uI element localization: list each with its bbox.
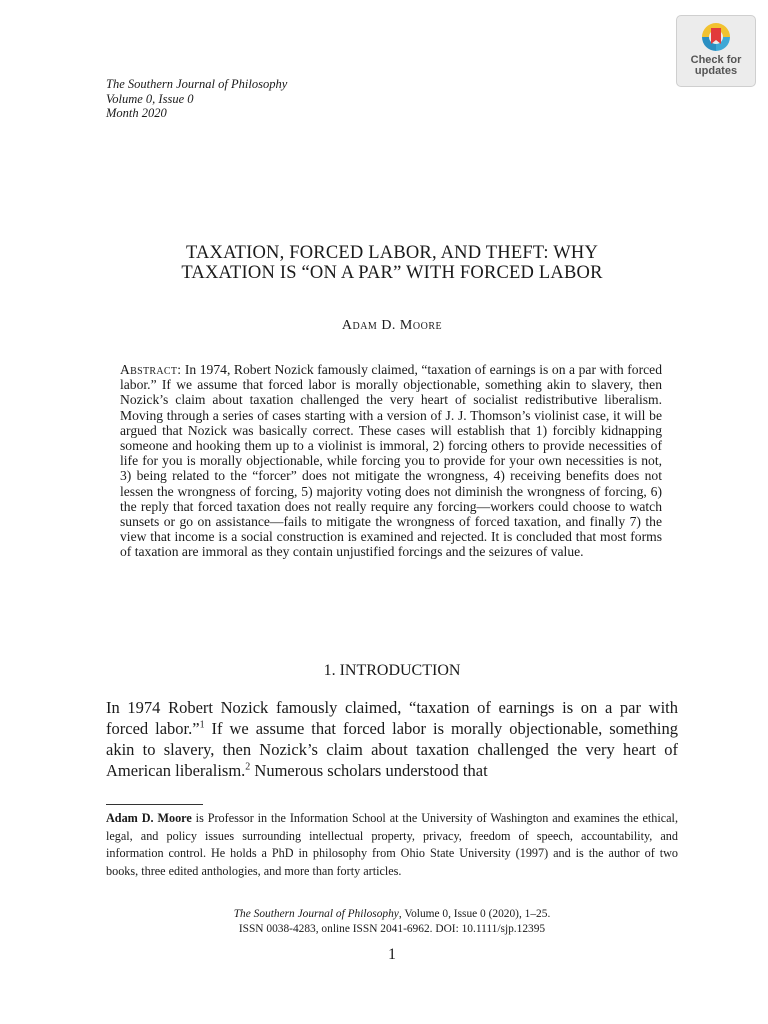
intro-text-3: Numerous scholars understood that: [250, 761, 488, 780]
check-for-updates-badge[interactable]: [676, 15, 756, 87]
abstract: [120, 362, 662, 560]
article-title: [100, 243, 684, 283]
abstract-label: Abstract:: [120, 362, 182, 377]
footnote-author-name: Adam D. Moore: [106, 811, 192, 825]
journal-name: The Southern Journal of Philosophy: [106, 77, 288, 91]
footer-journal: The Southern Journal of Philosophy: [233, 908, 399, 920]
introduction-paragraph: [106, 697, 678, 781]
footnote-ref-1[interactable]: 1: [199, 719, 205, 731]
article-author: Adam D. Moore: [341, 318, 443, 333]
title-line-2: TAXATION IS “ON A PAR” WITH FORCED LABOR: [181, 263, 603, 283]
author-footnote: [106, 810, 678, 880]
page-number: 1: [388, 946, 396, 963]
page-footer: [100, 907, 684, 936]
footer-citation: [100, 907, 684, 922]
title-line-1: TAXATION, FORCED LABOR, AND THEFT: WHY: [185, 243, 599, 263]
intro-text-2: If we assume that forced labor is morally objectionable, something akin to slavery, then Nozick’s claim about taxation challenged the very heart of American liberalism.: [106, 719, 678, 780]
crossmark-icon: [699, 20, 733, 54]
footnote-divider: [106, 804, 203, 805]
badge-label-1: Check for: [690, 54, 742, 66]
footer-volume: , Volume 0, Issue 0 (2020), 1–25.: [398, 908, 551, 920]
intro-text-1: In 1974 Robert Nozick famously claimed, “taxation of earnings is on a par with forced labor.”: [106, 698, 678, 738]
footnote-ref-2[interactable]: 2: [245, 761, 251, 773]
volume-issue: Volume 0, Issue 0: [106, 91, 194, 106]
abstract-text: In 1974, Robert Nozick famously claimed, “taxation of earnings is on a par with forced labor.” If we assume that forced labor is morally objectionable, something akin to slavery, then Nozick’s claim about taxation challenged the very heart of socialist redistributive liberalism. Moving through a series of cases starting with a version of J. J. Thomson’s violinist case, it will be argued that Nozick was basically correct. These cases will establish that 1) forcibly kidnapping someone and hooking them up to a violinist is immoral, 2) forcing others to provide necessities of life for you is morally objectionable, while forcing you to provide for your own necessities is not, 3) being related to the “forcer” does not mitigate the wrongness, 4) receiving benefits does not lessen the wrongness of forcing, 5) majority voting does not diminish the wrongness of forcing, 6) the reply that forced taxation does not really require any forcing—workers could choose to watch sunsets or go on assistance—fails to mitigate the wrongness of forced taxation, and finally 7) the view that income is a social construction is examined and rejected. It is concluded that most forms of taxation are immoral as they contain unjustified forcings and the seizures of value.: [120, 362, 662, 560]
issue-date: Month 2020: [106, 106, 167, 120]
section-heading-introduction: 1. INTRODUCTION: [323, 662, 461, 679]
footnote-text: is Professor in the Information School at the University of Washington and examines the ethical, legal, and policy issues surrounding intellectual property, privacy, freedom of speech, accountability, and information control. He holds a PhD in philosophy from Ohio State University (1997) and is the author of two books, three edited anthologies, and more than forty articles.: [106, 811, 678, 878]
footer-issn-doi: ISSN 0038-4283, online ISSN 2041-6962. DOI: 10.1111/sjp.12395: [238, 922, 546, 935]
journal-header: [106, 77, 287, 121]
badge-label-2: updates: [694, 65, 738, 77]
